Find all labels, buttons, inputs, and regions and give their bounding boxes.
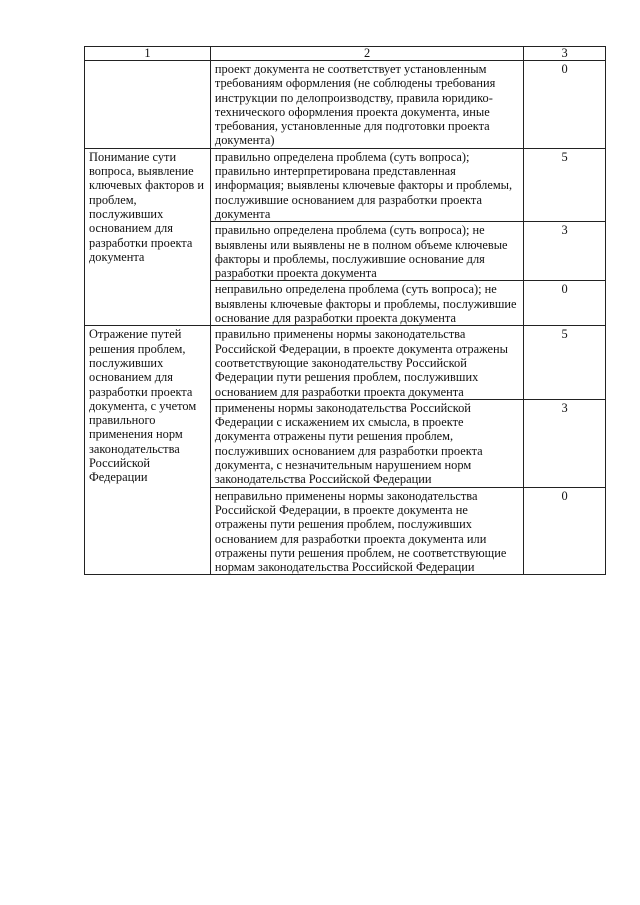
header-row	[85, 47, 606, 61]
score-cell: 0	[524, 487, 606, 575]
descriptor-cell: правильно определена проблема (суть вопроса); не выявлены или выявлены не в полном объеме ключевые факторы и проблемы, послужившие основание для разработки проекта документа	[210, 222, 523, 281]
descriptor-cell: проект документа не соответствует установленным требованиям оформления (не соблюдены требования инструкции по делопроизводству, правила юридико-технического оформления проекта документа, иные требования, установленные для подготовки проекта документа)	[210, 61, 523, 149]
evaluation-criteria-table	[84, 46, 606, 575]
score-cell: 5	[524, 148, 606, 221]
descriptor-cell: применены нормы законодательства Российской Федерации с искажением их смысла, в проекте документа отражены пути решения проблем, послуживших основанием для разработки проекта документа, с незначительным нарушением норм законодательства Российской Федерации	[210, 399, 523, 487]
table-row	[85, 148, 606, 221]
criterion-cell	[85, 61, 211, 149]
descriptor-cell: правильно определена проблема (суть вопроса); правильно интерпретирована представленная информация; выявлены ключевые факторы и проблемы, послужившие основанием для разработки проекта документа	[210, 148, 523, 221]
score-cell: 5	[524, 326, 606, 399]
descriptor-cell: неправильно применены нормы законодательства Российской Федерации, в проекте документа не отражены пути решения проблем, послуживших основанием для разработки проекта документа или отражены пути решения проблем, не соответствующие нормам законодательства Российской Федерации	[210, 487, 523, 575]
table-row	[85, 326, 606, 399]
header-col-1: 1	[85, 47, 211, 61]
criterion-cell: Понимание сути вопроса, выявление ключевых факторов и проблем, послуживших основанием для разработки проекта документа	[85, 148, 211, 326]
header-col-3: 3	[524, 47, 606, 61]
score-cell: 3	[524, 222, 606, 281]
descriptor-cell: правильно применены нормы законодательства Российской Федерации, в проекте документа отражены соответствующие законодательству Российской Федерации пути решения проблем, послуживших основанием для разработки проекта документа	[210, 326, 523, 399]
score-cell: 3	[524, 399, 606, 487]
descriptor-cell: неправильно определена проблема (суть вопроса); не выявлены ключевые факторы и проблемы, послужившие основание для разработки проекта документа	[210, 281, 523, 326]
criterion-cell: Отражение путей решения проблем, послуживших основанием для разработки проекта документа, с учетом правильного применения норм законодательства Российской Федерации	[85, 326, 211, 575]
score-cell: 0	[524, 61, 606, 149]
table-row	[85, 61, 606, 149]
header-col-2: 2	[210, 47, 523, 61]
score-cell: 0	[524, 281, 606, 326]
